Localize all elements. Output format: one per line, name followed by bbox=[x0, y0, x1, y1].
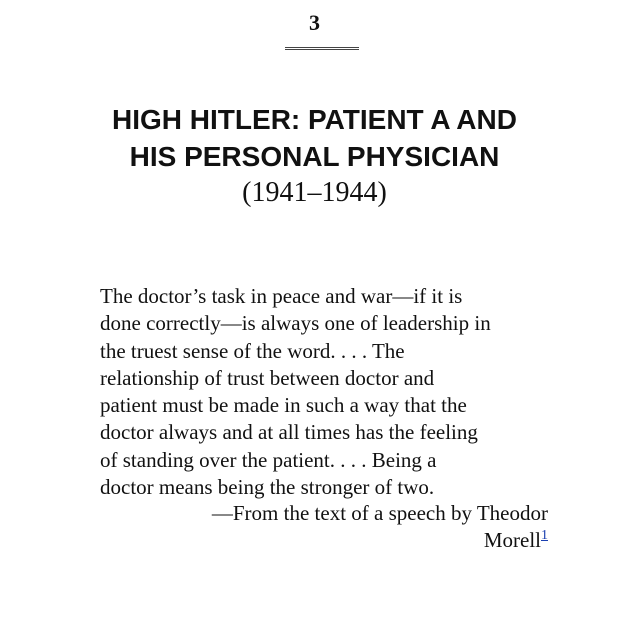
epigraph-line: patient must be made in such a way that the bbox=[100, 393, 467, 418]
epigraph-attribution bbox=[212, 500, 548, 555]
epigraph-line: the truest sense of the word. . . . The bbox=[100, 338, 405, 363]
epigraph-line: relationship of trust between doctor and bbox=[100, 365, 435, 390]
epigraph-line: The doctor’s task in peace and war—if it is bbox=[100, 284, 463, 308]
attribution-line-1: —From the text of a speech by Theodor bbox=[211, 501, 548, 525]
epigraph-line: doctor means being the stronger of two. bbox=[100, 475, 435, 500]
epigraph-line: done correctly—is always one of leadership in bbox=[100, 311, 491, 336]
chapter-number: 3 bbox=[309, 10, 320, 35]
epigraph bbox=[100, 283, 550, 501]
footnote-link[interactable]: 1 bbox=[541, 528, 548, 544]
attribution-line-2 bbox=[212, 527, 548, 554]
epigraph-line: of standing over the patient. . . . Being a bbox=[100, 447, 437, 472]
chapter-title bbox=[0, 101, 629, 175]
attribution-author: Morell bbox=[483, 528, 541, 553]
epigraph-line: doctor always and at all times has the feeling bbox=[100, 420, 478, 445]
chapter-title-line-1: HIGH HITLER: PATIENT A AND bbox=[112, 104, 517, 135]
chapter-years: (1941–1944) bbox=[242, 177, 387, 208]
chapter-title-line-2: HIS PERSONAL PHYSICIAN bbox=[129, 141, 500, 172]
chapter-divider bbox=[285, 47, 359, 50]
